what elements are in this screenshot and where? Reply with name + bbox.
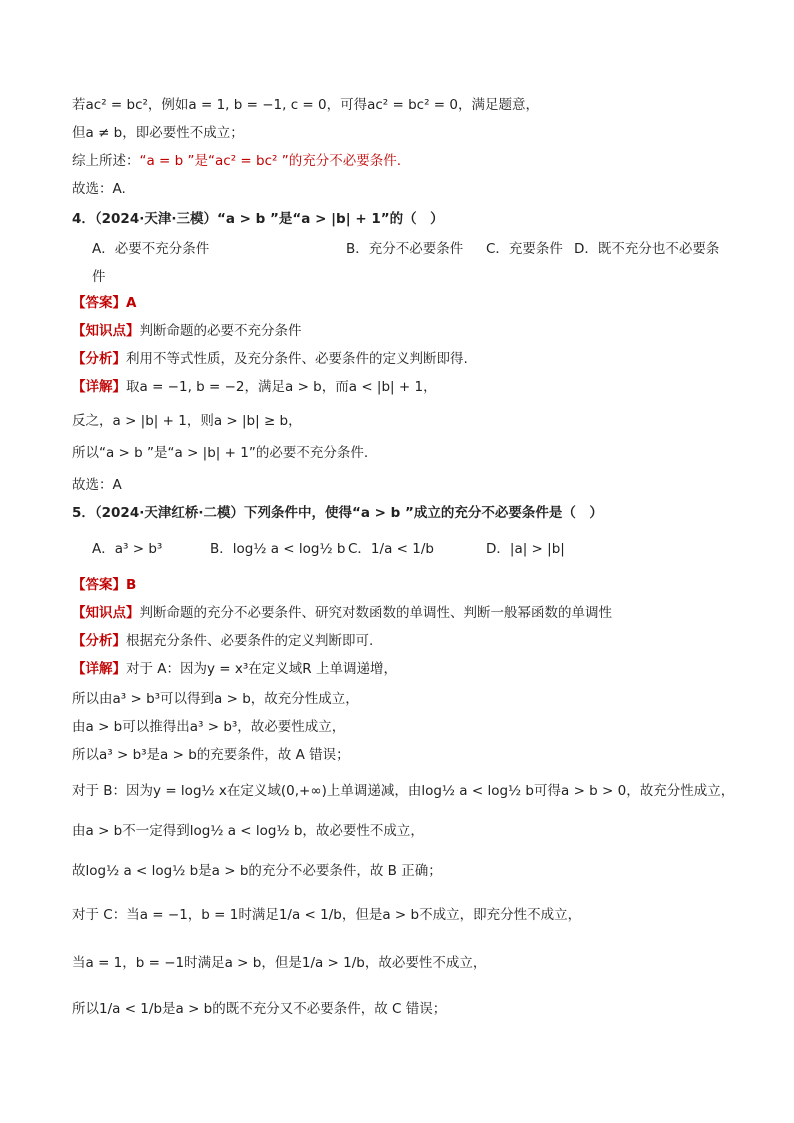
q5-detail-line: 所以a³ > b³是a > b的充要条件，故 A 错误；: [72, 747, 350, 763]
q4-option-c: C．充要条件: [486, 241, 563, 257]
q5-detail-line: 由a > b可以推得出a³ > b³，故必要性成立，: [72, 719, 346, 735]
q4-detail: [72, 378, 437, 396]
q4-analysis: [72, 350, 468, 368]
q4-option-d: D．既不充分也不必要条: [574, 241, 720, 257]
q4-select: 故选：A: [72, 477, 122, 493]
q4-option-d-wrap: 件: [92, 269, 106, 285]
q5-option-d: D．|a| > |b|: [486, 541, 565, 557]
analysis-text: 根据充分条件、必要条件的定义判断即可.: [126, 633, 374, 649]
knowledge-text: 判断命题的充分不必要条件、研究对数函数的单调性、判断一般幂函数的单调性: [139, 605, 612, 621]
answer-select: 故选：A.: [72, 181, 126, 197]
q4-knowledge: [72, 322, 302, 340]
knowledge-tag: 【知识点】: [72, 323, 140, 339]
answer-tag: 【答案】: [72, 577, 126, 593]
detail-text: 对于 A：因为y = x³在定义域R 上单调递增，: [126, 661, 397, 677]
q4-detail-line: 反之，a > |b| + 1，则a > |b| ≥ b，: [72, 413, 302, 429]
q4-answer: [72, 294, 136, 312]
detail-text: 取a = −1, b = −2，满足a > b，而a < |b| + 1，: [126, 379, 437, 395]
answer-value: B: [126, 577, 137, 593]
solution-line: 但a ≠ b，即必要性不成立；: [72, 125, 244, 141]
knowledge-tag: 【知识点】: [72, 605, 140, 621]
summary-prefix: 综上所述：: [72, 153, 140, 169]
question-4-heading: 4．（2024·天津·三模）“a > b ”是“a > |b| + 1”的（ ）: [72, 211, 444, 227]
q5-detail-line: 所以1/a < 1/b是a > b的既不充分又不必要条件，故 C 错误；: [72, 1001, 447, 1017]
q4-option-b: B．充分不必要条件: [346, 241, 464, 257]
q5-detail-line: 对于 B：因为y = log½ x在定义域(0,+∞)上单调递减，由log½ a < log½ b可得a > b > 0，故充分性成立，: [72, 783, 735, 799]
solution-line: 若ac² = bc²，例如a = 1, b = −1, c = 0，可得ac² = bc² = 0，满足题意，: [72, 97, 539, 113]
summary-conclusion: “a = b ”是“ac² = bc² ”的充分不必要条件.: [139, 153, 401, 169]
analysis-text: 利用不等式性质，及充分条件、必要条件的定义判断即得.: [126, 351, 468, 367]
detail-tag: 【详解】: [72, 661, 126, 677]
q5-detail-line: 所以由a³ > b³可以得到a > b，故充分性成立，: [72, 691, 359, 707]
q5-detail-line: 由a > b不一定得到log½ a < log½ b，故必要性不成立，: [72, 823, 424, 839]
knowledge-text: 判断命题的必要不充分条件: [139, 323, 302, 339]
answer-value: A: [126, 295, 137, 311]
q5-knowledge: [72, 604, 612, 622]
analysis-tag: 【分析】: [72, 633, 126, 649]
answer-tag: 【答案】: [72, 295, 126, 311]
question-5-heading: 5．（2024·天津红桥·二模）下列条件中，使得“a > b ”成立的充分不必要条件是（ ）: [72, 505, 603, 521]
detail-tag: 【详解】: [72, 379, 126, 395]
solution-summary: [72, 152, 401, 170]
q5-detail-line: 故log½ a < log½ b是a > b的充分不必要条件，故 B 正确；: [72, 863, 442, 879]
q5-analysis: [72, 632, 373, 650]
q5-option-a: A．a³ > b³: [92, 541, 163, 557]
q4-option-a: A．必要不充分条件: [92, 241, 210, 257]
q4-detail-line: 所以“a > b ”是“a > |b| + 1”的必要不充分条件.: [72, 445, 369, 461]
q5-detail: [72, 660, 397, 678]
analysis-tag: 【分析】: [72, 351, 126, 367]
q5-detail-line: 当a = 1，b = −1时满足a > b，但是1/a > 1/b，故必要性不成立，: [72, 955, 487, 971]
q5-answer: [72, 576, 136, 594]
q5-option-b: B．log½ a < log½ b: [210, 541, 346, 557]
q5-option-c: C．1/a < 1/b: [348, 541, 434, 557]
q5-detail-line: 对于 C：当a = −1，b = 1时满足1/a < 1/b，但是a > b不成立，即充分性不成立，: [72, 907, 582, 923]
